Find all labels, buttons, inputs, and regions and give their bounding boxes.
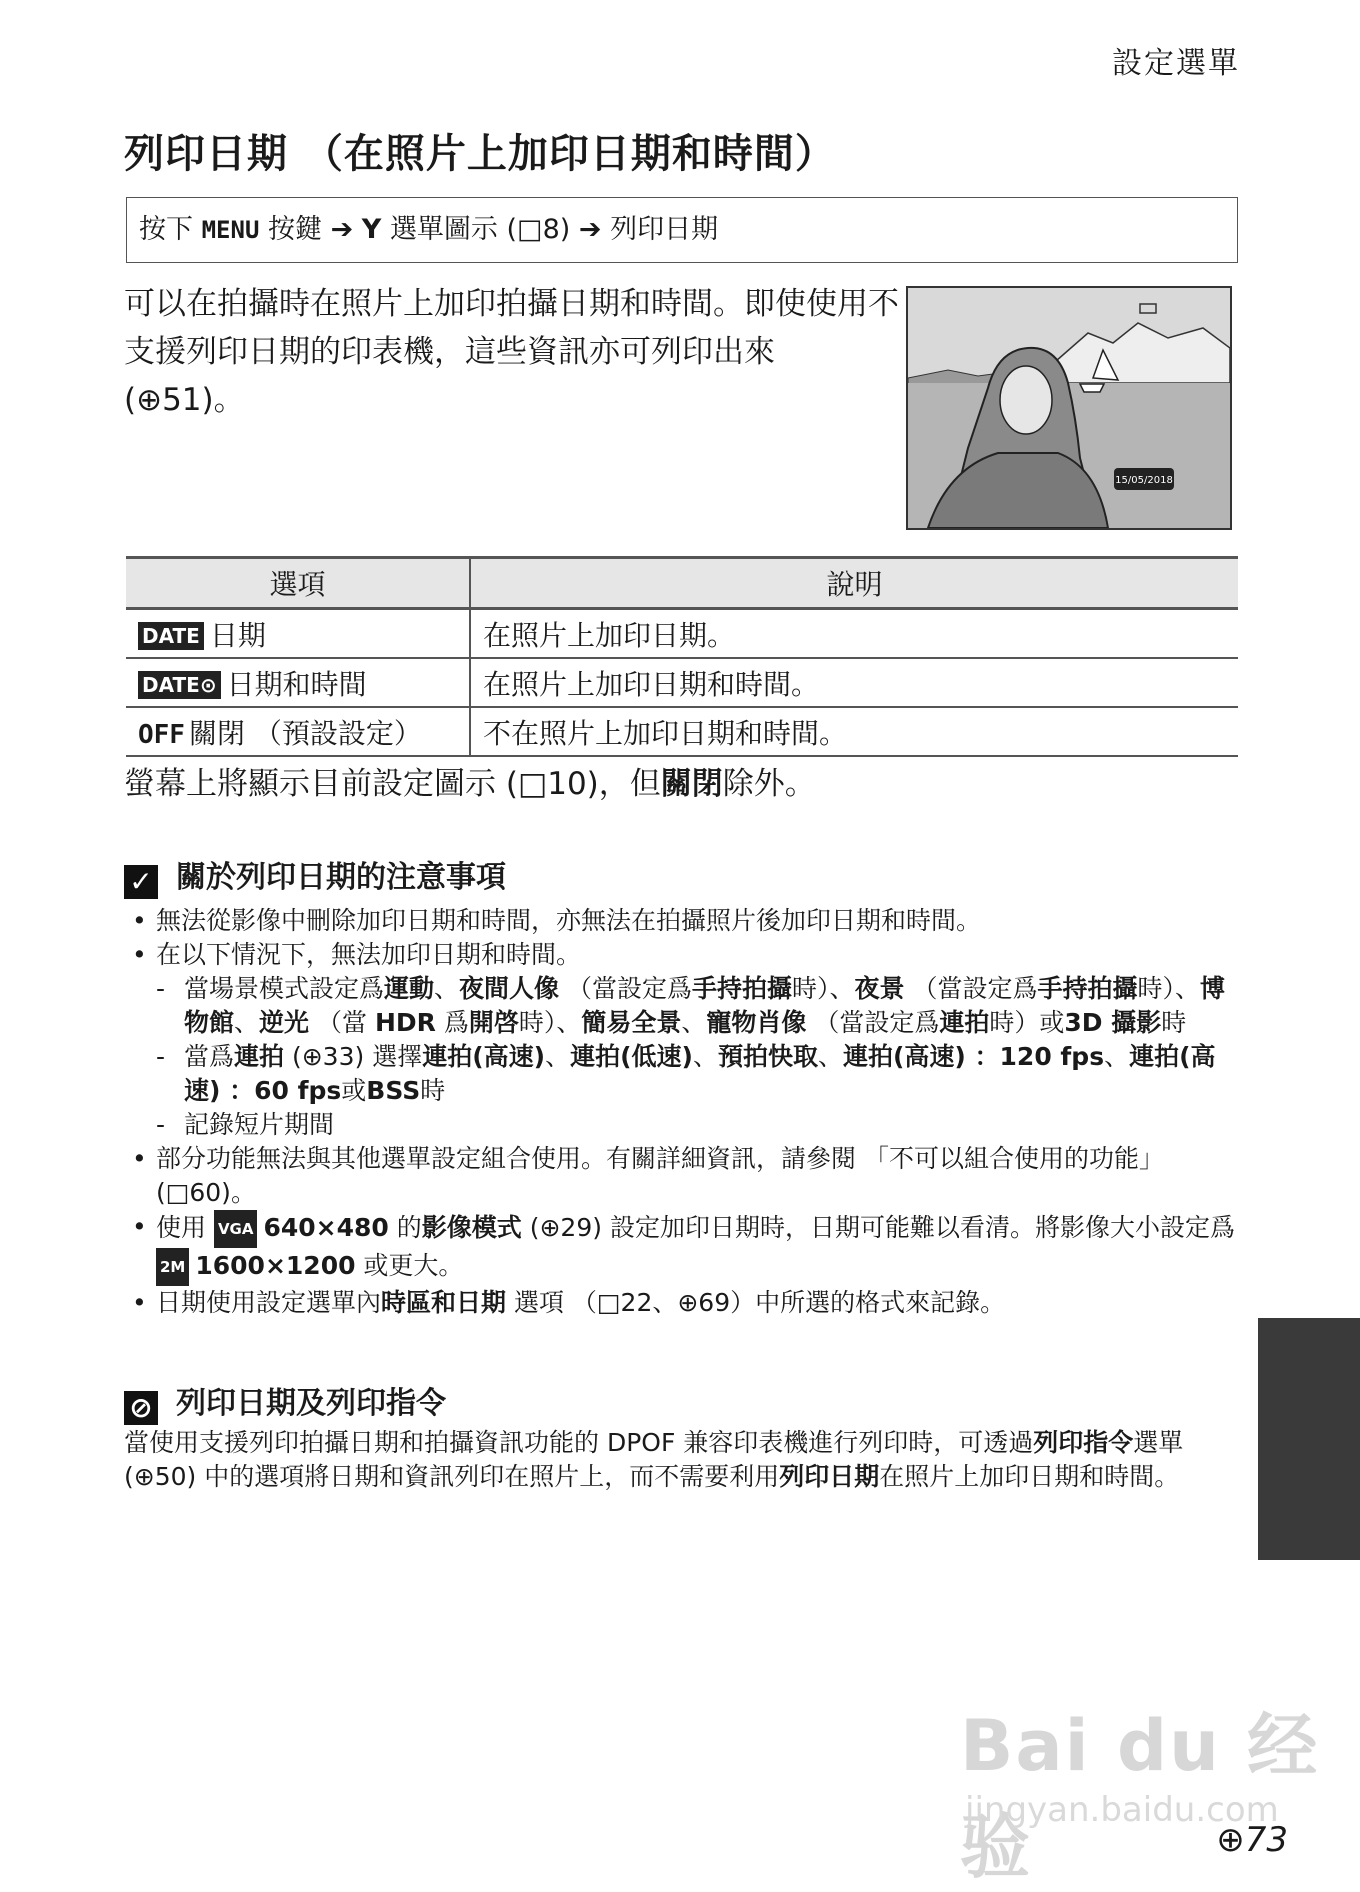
path-rest: 選單圖示 (□8) ➔ 列印日期	[389, 214, 719, 245]
caution-title: 關於列印日期的注意事項	[176, 860, 506, 895]
page-title: 列印日期 （在照片上加印日期和時間）	[124, 131, 836, 177]
list-item: • 無法從影像中刪除加印日期和時間，亦無法在拍攝照片後加印日期和時間。	[132, 904, 1242, 938]
option-description: 在照片上加印日期。	[470, 609, 1238, 659]
option-label: 關閉 （預設設定）	[188, 716, 422, 750]
sub-list-item: - 當場景模式設定爲運動、夜間人像 （當設定爲手持拍攝時）、夜景 （當設定爲手持拍攝時）、博物館、逆光 （當 HDR 爲開啓時）、簡易全景、寵物肖像 （當設定爲連拍時）或3D 攝影時	[156, 972, 1242, 1040]
menu-button-label: MENU	[201, 216, 260, 244]
photo-date-stamp: 15/05/2018	[1115, 475, 1173, 486]
path-prefix: 按下	[139, 214, 193, 245]
off-icon: OFF	[138, 719, 185, 750]
option-label: 日期和時間	[226, 667, 367, 701]
options-table	[126, 556, 1238, 757]
check-caution-icon: ✓	[124, 865, 158, 899]
table-row	[126, 658, 1238, 707]
option-label: 日期	[209, 618, 266, 652]
intro-paragraph: 可以在拍攝時在照片上加印拍攝日期和時間。即使使用不支援列印日期的印表機，這些資訊亦可列印出來 (⊕51)。	[124, 286, 899, 418]
tip-title: 列印日期及列印指令	[176, 1386, 446, 1421]
path-mid: 按鍵 ➔	[267, 214, 362, 245]
side-tab-block	[1258, 1318, 1360, 1560]
list-item: • 日期使用設定選單內時區和日期 選項 （□22、⊕69）中所選的格式來記錄。	[132, 1286, 1242, 1320]
date-icon: DATE	[138, 622, 204, 650]
sub-list	[156, 972, 1242, 1142]
wrench-icon: Y	[361, 214, 382, 245]
list-item: • 使用 VGA 640×480 的影像模式 (⊕29) 設定加印日期時，日期可能難以看清。將影像大小設定爲 2M 1600×1200 或更大。	[132, 1210, 1242, 1286]
table-header-row	[126, 558, 1238, 609]
screen-icon-note: 螢幕上將顯示目前設定圖示 (□10)，但關閉除外。	[124, 766, 816, 802]
page-number: ⊕73	[1216, 1820, 1288, 1860]
watermark-url: jingyan.baidu.com	[965, 1790, 1279, 1830]
table-row	[126, 707, 1238, 756]
list-item: • 在以下情況下，無法加印日期和時間。 - 當場景模式設定爲運動、夜間人像 （當設定爲手持拍攝時）、夜景 （當設定爲手持拍攝時）、博物館、逆光 （當 HDR 爲開啓時）、簡易全景、寵物肖像 （當設定爲連拍時）或3D 攝影時 - 當爲連拍 (⊕33) 選擇連拍(高速)、連拍(低速)、預拍快取、連拍(高速) ：120 fps、連拍(高速) ：60 fps或BSS時 - 記錄短片期間	[132, 938, 1242, 1142]
option-description: 在照片上加印日期和時間。	[470, 658, 1238, 707]
caution-list	[132, 904, 1242, 1320]
sub-list-item: - 當爲連拍 (⊕33) 選擇連拍(高速)、連拍(低速)、預拍快取、連拍(高速) ：120 fps、連拍(高速) ：60 fps或BSS時	[156, 1040, 1242, 1108]
pencil-note-icon: ⊘	[124, 1391, 158, 1425]
list-item: • 部分功能無法與其他選單設定組合使用。有關詳細資訊，請參閱 「不可以組合使用的功能」 (□60)。	[132, 1142, 1242, 1210]
section-header: 設定選單	[1112, 46, 1240, 81]
table-header-description: 說明	[470, 558, 1238, 609]
sub-list-item: - 記錄短片期間	[156, 1108, 1242, 1142]
sample-photo-illustration	[908, 288, 1230, 528]
tip-heading	[124, 1378, 446, 1425]
vga-size-icon: VGA	[214, 1210, 258, 1248]
option-description: 不在照片上加印日期和時間。	[470, 707, 1238, 756]
table-row	[126, 609, 1238, 659]
date-time-icon: DATE⊙	[138, 671, 221, 699]
caution-heading	[124, 852, 506, 899]
tip-paragraph: 當使用支援列印拍攝日期和拍攝資訊功能的 DPOF 兼容印表機進行列印時，可透過列印指令選單 (⊕50) 中的選項將日期和資訊列印在照片上，而不需要利用列印日期在照片上加印日期和時間。	[124, 1428, 1184, 1491]
table-header-option: 選項	[126, 558, 470, 609]
menu-path-box	[126, 197, 1238, 263]
sample-photo	[906, 286, 1232, 530]
watermark-logo: Bai du 经验	[960, 1705, 1320, 1888]
2m-size-icon: 2M	[156, 1248, 189, 1286]
